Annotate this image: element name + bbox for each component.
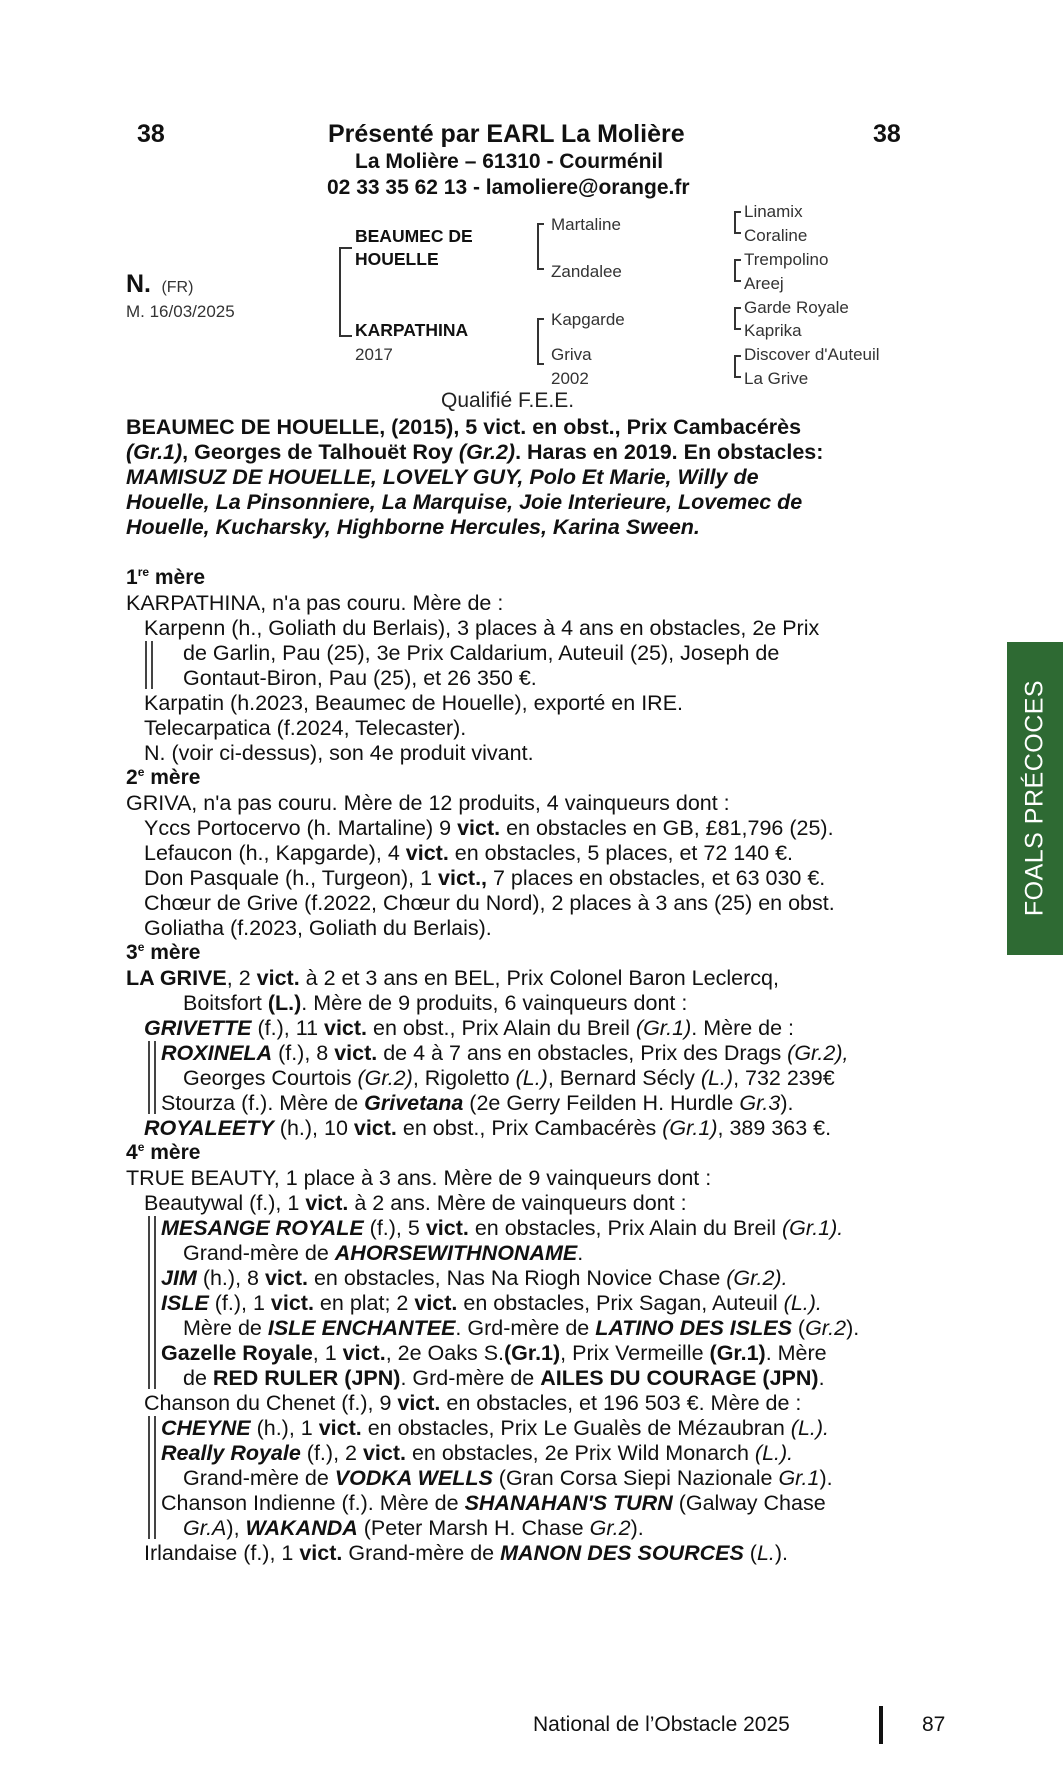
qualification: Qualifié F.E.E. <box>441 389 575 412</box>
footer-publication: National de l’Obstacle 2025 <box>533 1713 790 1736</box>
foal-identity <box>126 270 193 299</box>
mere4-chanson-chenet: Chanson du Chenet (f.), 9 vict. en obstacles, et 196 503 €. Mère de : <box>144 1391 802 1415</box>
section-2e-mere: 2e mère <box>126 765 201 789</box>
ggs-7: Discover d'Auteuil <box>744 345 880 364</box>
mere3-intro-line2: Boitsfort (L.). Mère de 9 produits, 6 vainqueurs dont : <box>183 991 688 1015</box>
mere3-intro-line1: LA GRIVE, 2 vict. à 2 et 3 ans en BEL, Prix Colonel Baron Leclercq, <box>126 966 779 990</box>
mere4-chanson-indienne: Chanson Indienne (f.). Mère de SHANAHAN'S TURN (Galway Chase <box>161 1491 826 1515</box>
mere4-beautywal: Beautywal (f.), 1 vict. à 2 ans. Mère de vainqueurs dont : <box>144 1191 687 1215</box>
dam-name: KARPATHINA <box>355 320 469 340</box>
lot-number-right: 38 <box>873 120 901 148</box>
sire-name: BEAUMEC DE <box>355 226 473 246</box>
foal-origin: (FR) <box>161 279 194 296</box>
presenter-contact: 02 33 35 62 13 - lamoliere@orange.fr <box>327 176 690 199</box>
dam-sire: Kapgarde <box>551 310 625 329</box>
section-1re-mere: 1re mère <box>126 565 206 589</box>
dam-dam: Griva <box>551 345 592 364</box>
foal-sex-birth: M. 16/03/2025 <box>126 302 235 321</box>
mere1-intro: KARPATHINA, n'a pas couru. Mère de : <box>126 591 504 615</box>
presenter-title: Présenté par EARL La Molière <box>328 120 685 148</box>
dam-dam-year: 2002 <box>551 369 589 388</box>
ggs-1: Linamix <box>744 202 803 221</box>
mere4-mesange: MESANGE ROYALE (f.), 5 vict. en obstacles, Prix Alain du Breil (Gr.1). <box>161 1216 844 1240</box>
ggs-5: Garde Royale <box>744 298 849 317</box>
ggs-3: Trempolino <box>744 250 829 269</box>
ggs-6: Kaprika <box>744 321 802 340</box>
mere4-chanson-indienne-cont: Gr.A), WAKANDA (Peter Marsh H. Chase Gr.2). <box>183 1516 644 1540</box>
mere1-karpatin: Karpatin (h.2023, Beaumec de Houelle), exporté en IRE. <box>144 691 684 715</box>
mere1-foal: N. (voir ci-dessus), son 4e produit vivant. <box>144 741 534 765</box>
mere2-goliatha: Goliatha (f.2023, Goliath du Berlais). <box>144 916 492 940</box>
mere2-yccs: Yccs Portocervo (h. Martaline) 9 vict. en obstacles en GB, £81,796 (25). <box>144 816 834 840</box>
sire-paragraph-line4: Houelle, La Pinsonniere, La Marquise, Joie Interieure, Lovemec de <box>126 490 803 514</box>
mere1-karpenn: Karpenn (h., Goliath du Berlais), 3 places à 4 ans en obstacles, 2e Prix <box>144 616 820 640</box>
sire-dam: Zandalee <box>551 262 622 281</box>
lot-number-left: 38 <box>137 120 165 148</box>
mere3-roxinela-cont: Georges Courtois (Gr.2), Rigoletto (L.), Bernard Sécly (L.), 732 239€ <box>183 1066 835 1090</box>
section-4e-mere: 4e mère <box>126 1140 201 1164</box>
mere4-jim: JIM (h.), 8 vict. en obstacles, Nas Na Riogh Novice Chase (Gr.2). <box>161 1266 788 1290</box>
mere4-irlandaise: Irlandaise (f.), 1 vict. Grand-mère de MANON DES SOURCES (L.). <box>144 1541 789 1565</box>
section-side-tab-label: FOALS PRÉCOCES <box>1020 679 1049 917</box>
mere3-royaleety: ROYALEETY (h.), 10 vict. en obst., Prix Cambacérès (Gr.1), 389 363 €. <box>144 1116 832 1140</box>
mere2-choeur: Chœur de Grive (f.2022, Chœur du Nord), 2 places à 3 ans (25) en obst. <box>144 891 835 915</box>
mere4-gazelle: Gazelle Royale, 1 vict., 2e Oaks S.(Gr.1), Prix Vermeille (Gr.1). Mère <box>161 1341 827 1365</box>
mere1-telecarpatica: Telecarpatica (f.2024, Telecaster). <box>144 716 467 740</box>
section-3e-mere: 3e mère <box>126 940 201 964</box>
dam-year: 2017 <box>355 345 393 364</box>
mere2-intro: GRIVA, n'a pas couru. Mère de 12 produits, 4 vainqueurs dont : <box>126 791 730 815</box>
mere4-gazelle-cont: de RED RULER (JPN). Grd-mère de AILES DU COURAGE (JPN). <box>183 1366 825 1390</box>
mere4-isle: ISLE (f.), 1 vict. en plat; 2 vict. en obstacles, Prix Sagan, Auteuil (L.). <box>161 1291 822 1315</box>
sire-paragraph-line1: BEAUMEC DE HOUELLE, (2015), 5 vict. en obst., Prix Cambacérès <box>126 415 802 439</box>
mere1-karpenn-cont2: Gontaut-Biron, Pau (25), et 26 350 €. <box>183 666 537 690</box>
footer-page-number: 87 <box>922 1713 946 1736</box>
mere4-cheyne: CHEYNE (h.), 1 vict. en obstacles, Prix Le Gualès de Mézaubran (L.). <box>161 1416 830 1440</box>
mere1-karpenn-cont1: de Garlin, Pau (25), 3e Prix Caldarium, Auteuil (25), Joseph de <box>183 641 780 665</box>
mere2-lefaucon: Lefaucon (h., Kapgarde), 4 vict. en obstacles, 5 places, et 72 140 €. <box>144 841 794 865</box>
footer-divider <box>879 1706 883 1744</box>
ggs-4: Areej <box>744 274 784 293</box>
mere4-intro: TRUE BEAUTY, 1 place à 3 ans. Mère de 9 vainqueurs dont : <box>126 1166 712 1190</box>
sire-paragraph-line5: Houelle, Kucharsky, Highborne Hercules, Karina Sween. <box>126 515 700 539</box>
mere3-grivette: GRIVETTE (f.), 11 vict. en obst., Prix Alain du Breil (Gr.1). Mère de : <box>144 1016 795 1040</box>
sire-name-line2: HOUELLE <box>355 249 439 269</box>
mere4-really-royale-cont: Grand-mère de VODKA WELLS (Gran Corsa Siepi Nazionale Gr.1). <box>183 1466 833 1490</box>
sire-sire: Martaline <box>551 215 621 234</box>
presenter-address: La Molière – 61310 - Courménil <box>355 150 664 173</box>
mere4-really-royale: Really Royale (f.), 2 vict. en obstacles, 2e Prix Wild Monarch (L.). <box>161 1441 794 1465</box>
mere4-mesange-cont: Grand-mère de AHORSEWITHNONAME. <box>183 1241 584 1265</box>
mere3-roxinela: ROXINELA (f.), 8 vict. de 4 à 7 ans en obstacles, Prix des Drags (Gr.2), <box>161 1041 849 1065</box>
mere3-stourza: Stourza (f.). Mère de Grivetana (2e Gerry Feilden H. Hurdle Gr.3). <box>161 1091 794 1115</box>
sire-paragraph-line3: MAMISUZ DE HOUELLE, LOVELY GUY, Polo Et Marie, Willy de <box>126 465 759 489</box>
ggs-2: Coraline <box>744 226 808 245</box>
ggs-8: La Grive <box>744 369 809 388</box>
foal-name: N. <box>126 270 151 298</box>
mere2-don-pasquale: Don Pasquale (h., Turgeon), 1 vict., 7 places en obstacles, et 63 030 €. <box>144 866 826 890</box>
mere4-isle-cont: Mère de ISLE ENCHANTEE. Grd-mère de LATINO DES ISLES (Gr.2). <box>183 1316 860 1340</box>
sire-paragraph-line2: (Gr.1), Georges de Talhouët Roy (Gr.2). Haras en 2019. En obstacles: <box>126 440 824 464</box>
